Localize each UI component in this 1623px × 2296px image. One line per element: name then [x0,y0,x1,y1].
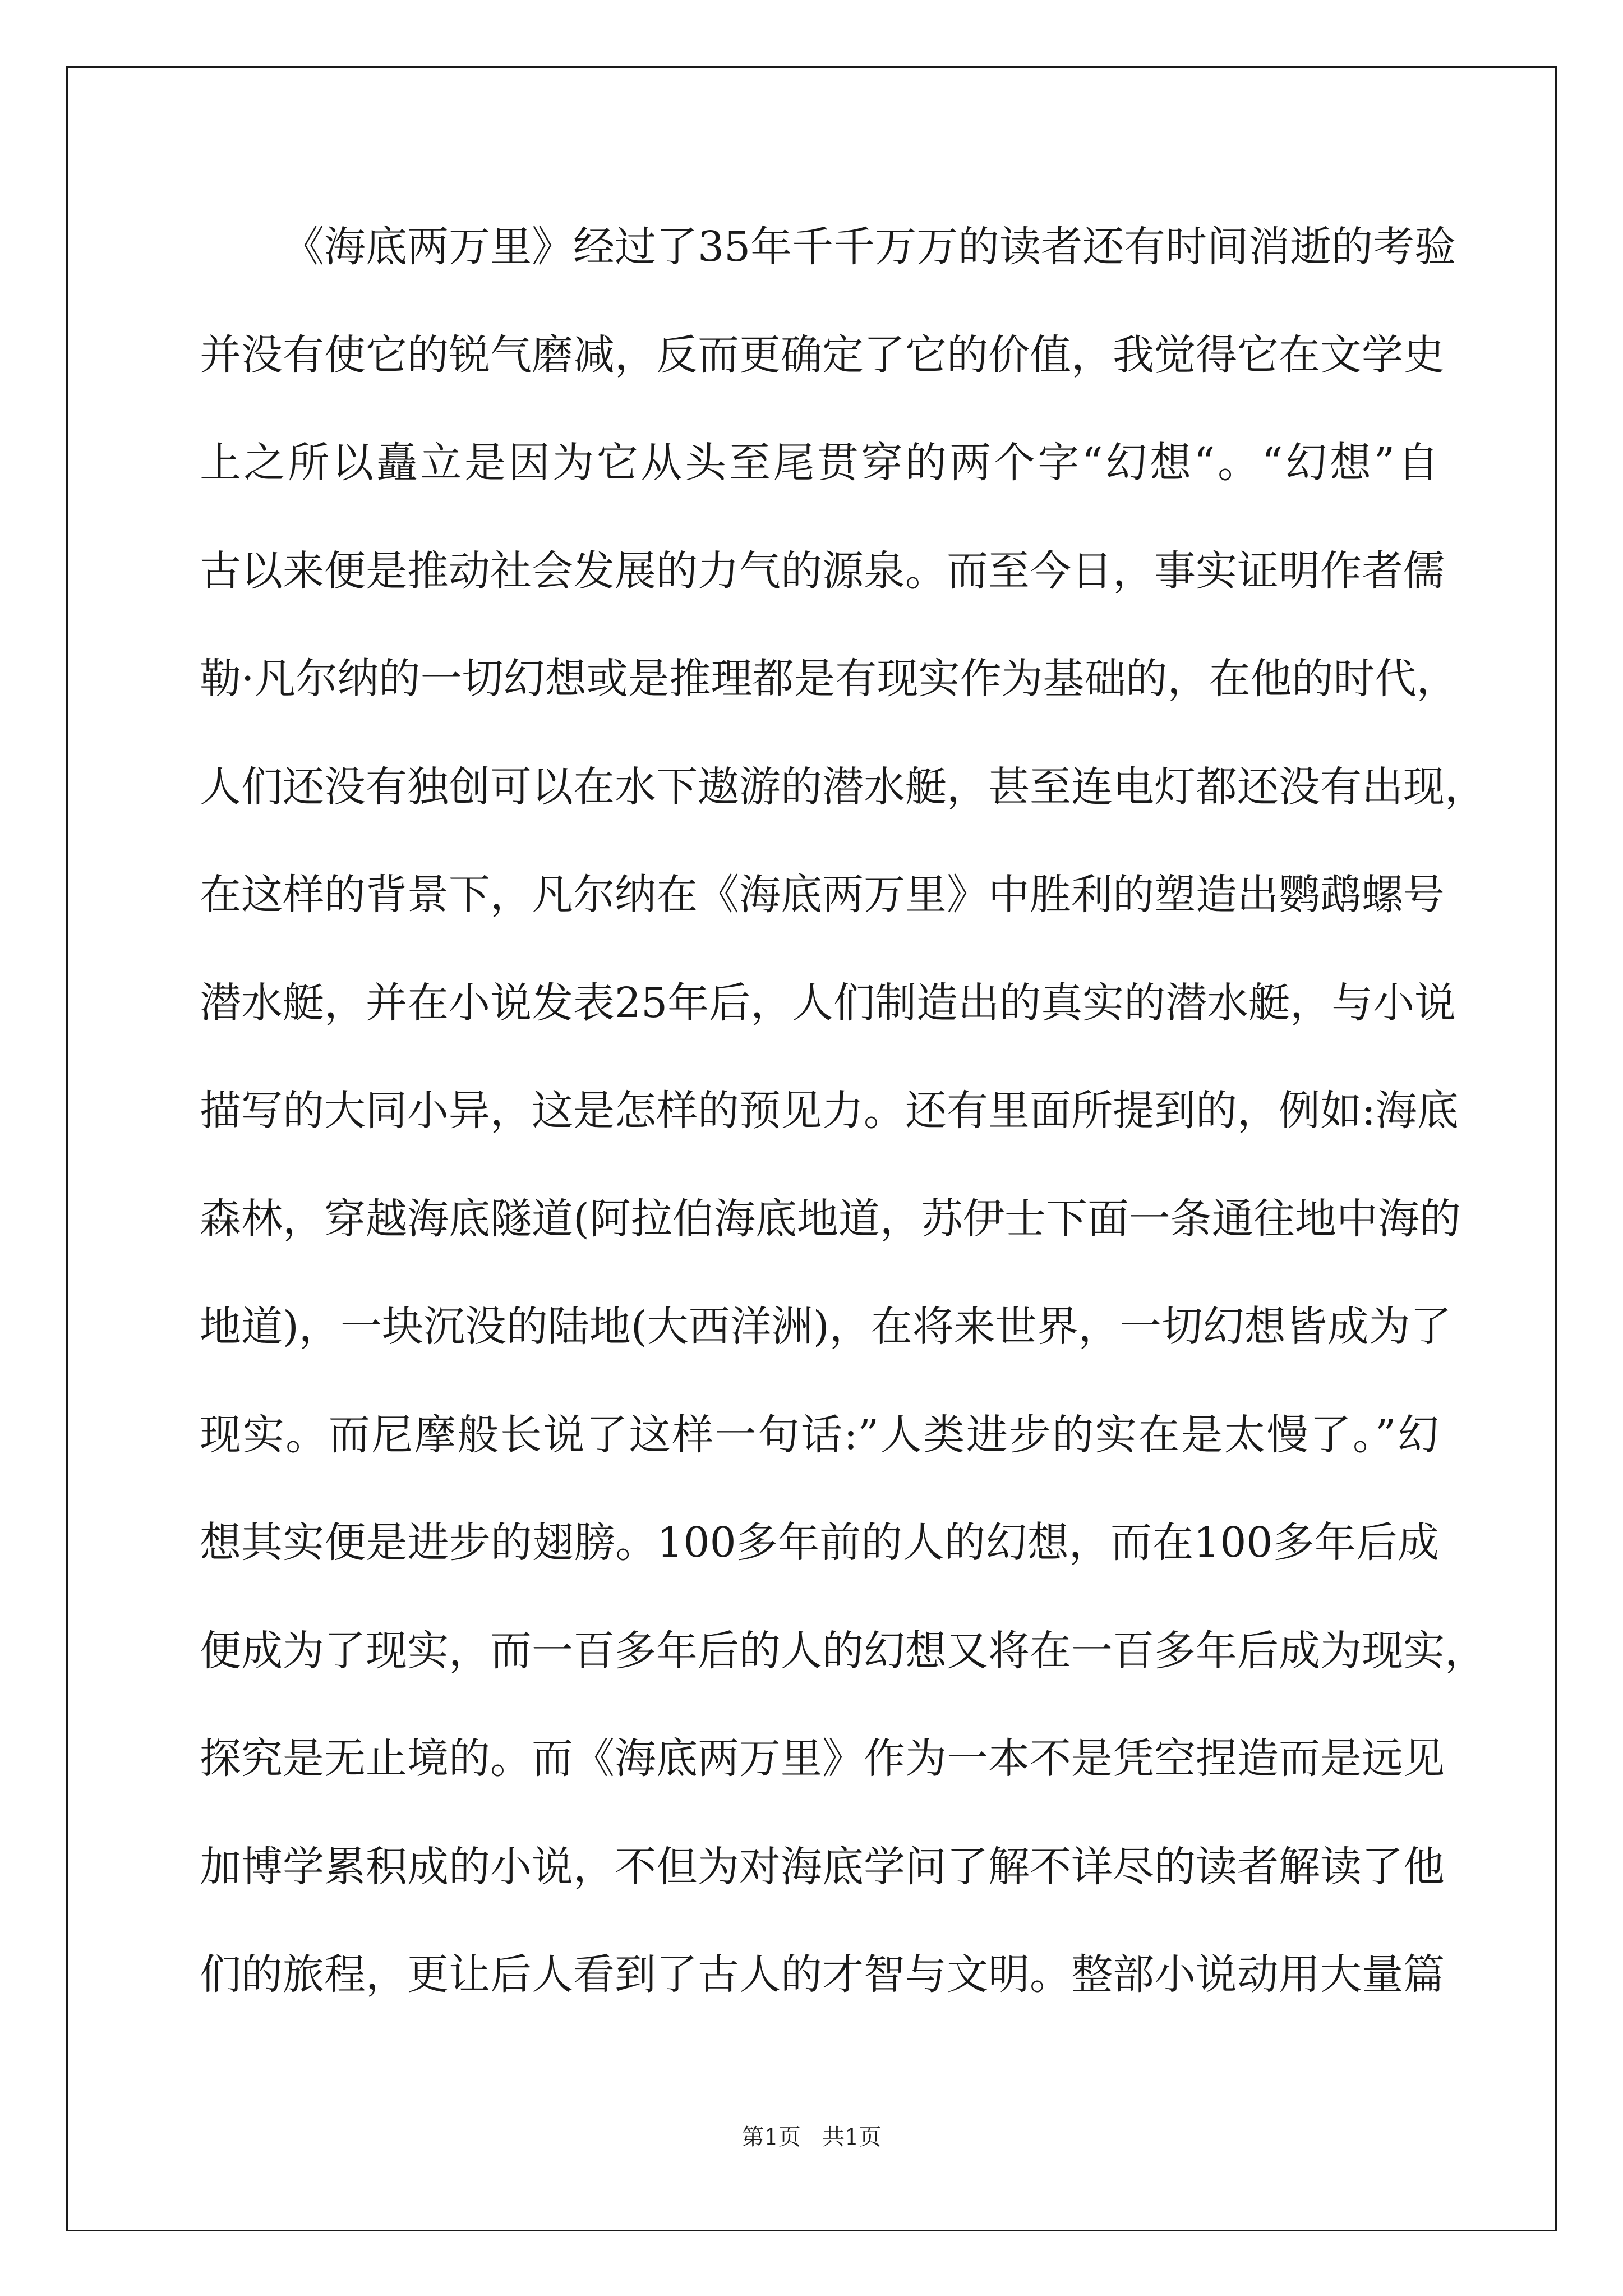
paragraph-line: 在这样的背景下，凡尔纳在《海底两万里》中胜利的塑造出鹦鹉螺号 [200,871,1445,919]
paragraph-line: 便成为了现实，而一百多年后的人的幻想又将在一百多年后成为现实， [200,1626,1486,1675]
paragraph-line: 古以来便是推动社会发展的力气的源泉。而至今日，事实证明作者儒 [200,546,1445,595]
paragraph-line: 现实。而尼摩般长说了这样一句话:”人类进步的实在是太慢了。”幻 [200,1410,1439,1459]
paragraph-line: 并没有使它的锐气磨减，反而更确定了它的价值，我觉得它在文学史 [200,330,1445,379]
paragraph-line: 们的旅程，更让后人看到了古人的才智与文明。整部小说动用大量篇 [200,1950,1445,1999]
paragraph-line: 描写的大同小异，这是怎样的预见力。还有里面所提到的，例如:海底 [200,1087,1459,1135]
paragraph-line: 《海底两万里》经过了35年千千万万的读者还有时间消逝的考验 [283,223,1456,271]
paragraph-line: 人们还没有独创可以在水下遨游的潜水艇，甚至连电灯都还没有出现， [200,762,1486,811]
paragraph-line: 潜水艇，并在小说发表25年后，人们制造出的真实的潜水艇，与小说 [200,978,1456,1027]
paragraph-line: 想其实便是进步的翅膀。100多年前的人的幻想，而在100多年后成 [200,1519,1439,1567]
paragraph-line: 勒·凡尔纳的一切幻想或是推理都是有现实作为基础的，在他的时代， [200,655,1458,703]
paragraph-line: 探究是无止境的。而《海底两万里》作为一本不是凭空捏造而是远见 [200,1734,1445,1783]
paragraph-line: 上之所以矗立是因为它从头至尾贯穿的两个字“幻想“。“幻想”自 [200,439,1439,487]
paragraph-line: 地道)，一块沉没的陆地(大西洋洲)，在将来世界，一切幻想皆成为了 [200,1303,1452,1351]
page-number-footer: 第1页 共1页 [741,2124,882,2150]
document-body [200,219,1486,2055]
paragraph-line: 加博学累积成的小说，不但为对海底学问了解不详尽的读者解读了他 [200,1842,1445,1891]
paragraph-line: 森林，穿越海底隧道(阿拉伯海底地道，苏伊士下面一条通往地中海的 [200,1194,1461,1243]
